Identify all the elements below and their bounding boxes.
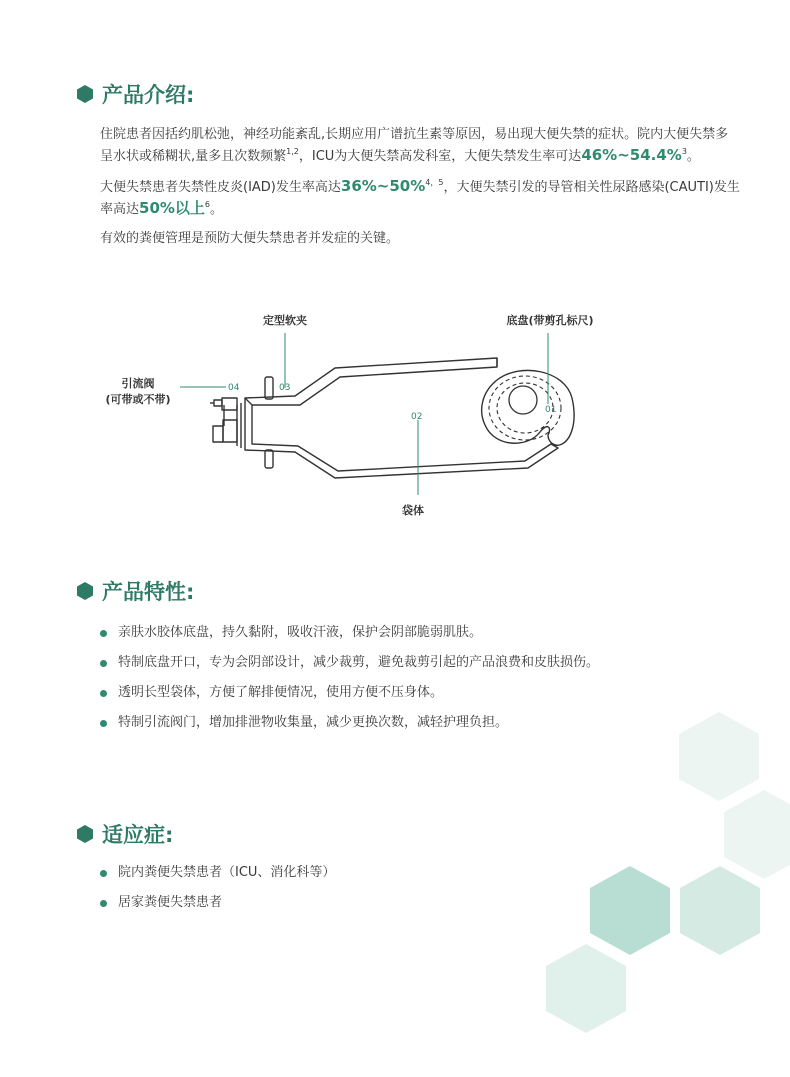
hexagon-bullet-icon	[77, 825, 93, 843]
indications-list	[100, 863, 335, 923]
intro-paragraph-3: 有效的粪便管理是预防大便失禁患者并发症的关键。	[100, 231, 400, 246]
features-title-text: 产品特性:	[102, 580, 195, 604]
list-item: 特制底盘开口，专为会阴部设计，减少裁剪，避免裁剪引起的产品浪费和皮肤损伤。	[100, 653, 599, 683]
indications-section-title	[77, 819, 173, 849]
diagram-label-clip: 定型软夹	[263, 314, 307, 327]
list-item: 亲肤水胶体底盘，持久黏附，吸收汗液，保护会阴部脆弱肌肤。	[100, 623, 599, 653]
intro-paragraph-2: 大便失禁患者失禁性皮炎(IAD)发生率高达36%~50%$^{4,5}$，大便失禁引发的导管相关性尿路感染(CAUTI)发生率高达50%以上$^6$。	[100, 177, 740, 217]
diagram-number-04: 04	[228, 383, 240, 393]
list-item: 特制引流阀门，增加排泄物收集量，减少更换次数，减轻护理负担。	[100, 713, 599, 743]
list-item: 透明长型袋体，方便了解排便情况，使用方便不压身体。	[100, 683, 599, 713]
diagram-number-01: 01	[545, 405, 557, 415]
indications-title-text: 适应症:	[102, 823, 174, 847]
list-item: 院内粪便失禁患者（ICU、消化科等）	[100, 863, 335, 893]
intro-paragraph-1: 住院患者因括约肌松弛，神经功能紊乱,长期应用广谱抗生素等原因，易出现大便失禁的症状。院内大便失禁多呈水状或稀糊状,量多且次数频繁$^{1,2}$，ICU为大便失禁高发科室，大便失禁发生率可达46%~54.4%$^3$。	[100, 127, 729, 164]
diagram-label-bag: 袋体	[402, 504, 424, 517]
diagram-label-valve: 引流阀 (可带或不带)	[105, 377, 171, 406]
list-item: 居家粪便失禁患者	[100, 893, 335, 923]
diagram-label-base: 底盘(带剪孔标尺)	[506, 314, 594, 327]
intro-title-text: 产品介绍:	[102, 83, 195, 107]
diagram-number-03: 03	[279, 383, 291, 393]
diagram-number-02: 02	[411, 412, 423, 422]
